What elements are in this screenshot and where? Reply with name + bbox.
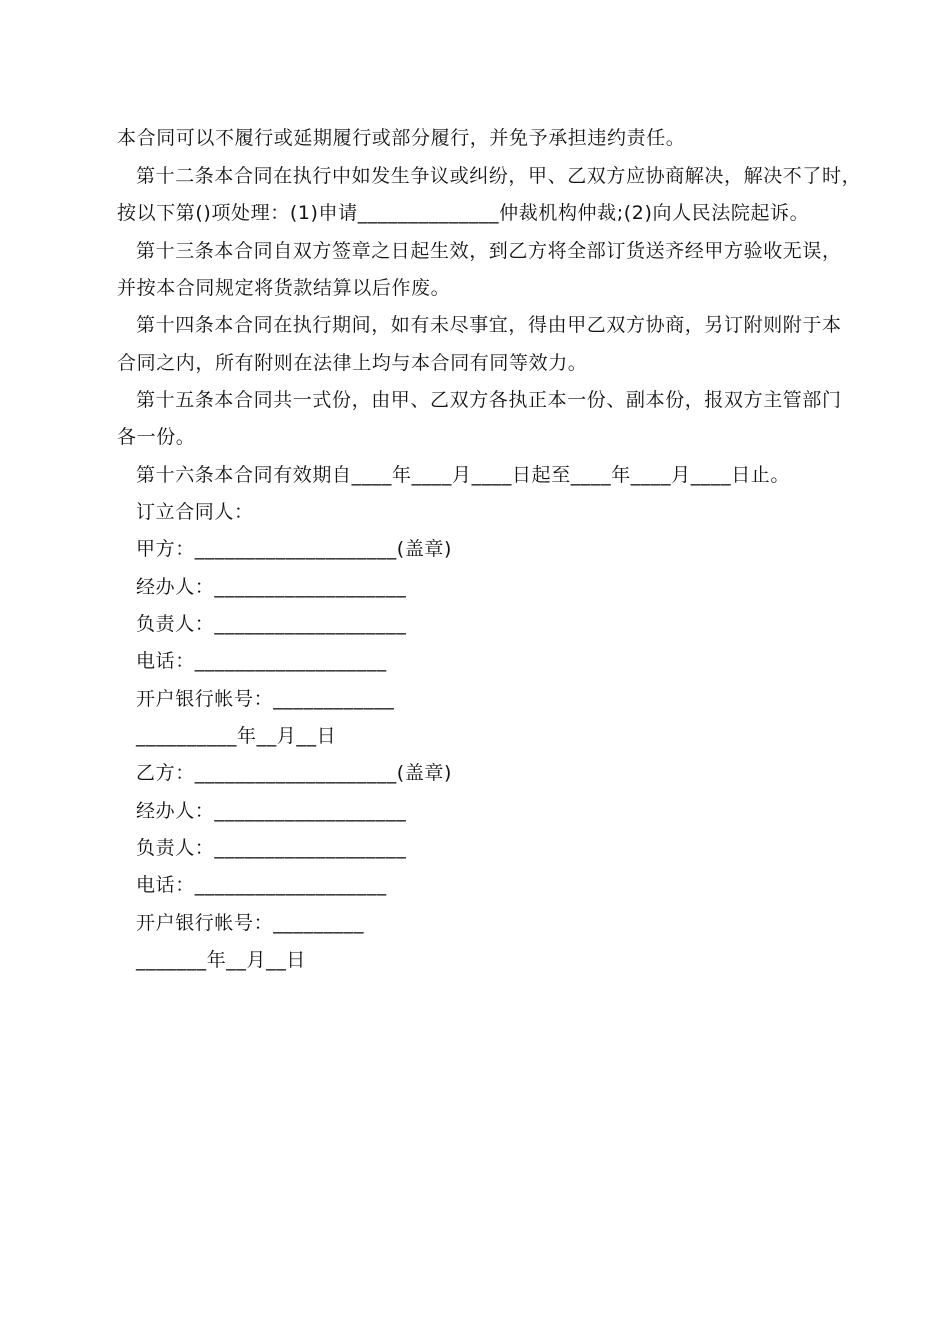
paragraph-line: 第十四条本合同在执行期间，如有未尽事宜，得由甲乙双方协商，另订附则附于本 bbox=[136, 314, 842, 336]
party-b-handler-line: 经办人：___________________ bbox=[136, 800, 407, 822]
party-b-date-line: _______年__月__日 bbox=[136, 949, 306, 971]
paragraph-line: 第十五条本合同共一式份，由甲、乙双方各执正本一份、副本份，报双方主管部门 bbox=[136, 389, 842, 411]
signatory-heading: 订立合同人： bbox=[136, 501, 254, 523]
party-a-date-line: __________年__月__日 bbox=[136, 725, 337, 747]
party-b-line: 乙方：____________________(盖章) bbox=[136, 762, 453, 784]
paragraph-line: 本合同可以不履行或延期履行或部分履行，并免予承担违约责任。 bbox=[117, 127, 686, 149]
party-b-bank-line: 开户银行帐号：_________ bbox=[136, 912, 365, 934]
party-b-phone-line: 电话：___________________ bbox=[136, 874, 387, 896]
paragraph-line: 按以下第()项处理：(1)申请______________仲裁机构仲裁;(2)向人民法院起诉。 bbox=[117, 202, 810, 224]
party-b-responsible-line: 负责人：___________________ bbox=[136, 837, 407, 859]
party-a-handler-line: 经办人：___________________ bbox=[136, 576, 407, 598]
paragraph-line: 并按本合同规定将货款结算以后作废。 bbox=[117, 277, 451, 299]
paragraph-line: 各一份。 bbox=[117, 426, 196, 448]
party-a-responsible-line: 负责人：___________________ bbox=[136, 613, 407, 635]
paragraph-line: 第十六条本合同有效期自____年____月____日起至____年____月____日止。 bbox=[136, 464, 791, 486]
party-a-bank-line: 开户银行帐号：____________ bbox=[136, 688, 395, 710]
paragraph-line: 第十二条本合同在执行中如发生争议或纠纷，甲、乙双方应协商解决，解决不了时， bbox=[136, 165, 862, 187]
party-a-phone-line: 电话：___________________ bbox=[136, 650, 387, 672]
paragraph-line: 合同之内，所有附则在法律上均与本合同有同等效力。 bbox=[117, 352, 588, 374]
party-a-line: 甲方：____________________(盖章) bbox=[136, 538, 453, 560]
paragraph-line: 第十三条本合同自双方签章之日起生效，到乙方将全部订货送齐经甲方验收无误， bbox=[136, 240, 842, 262]
